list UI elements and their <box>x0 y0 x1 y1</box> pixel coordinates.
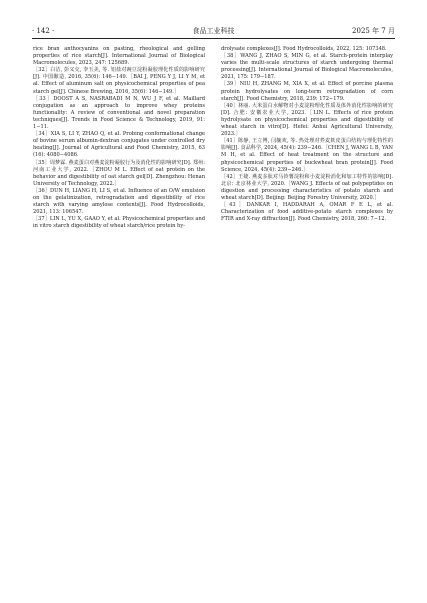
reference-entry: ［43］DANKAR I, HADDARAH A, OMAR F E L, et al. Characterization of food additive-potato starch complexes by FTIR and X-ray diffraction[J]. Food Chemistry, 2018, 260: 7−12. <box>221 202 393 223</box>
reference-entry: ［42］王婕. 燕麦多肽对马铃薯淀粉和小麦淀粉消化和加工特性的影响[D]. 北京: 北京林业大学, 2020.［WANG J. Effects of oat polypeptides on digestion and processing characteristics of potato starch and wheat starch[D]. Beijing: Beijing Forestry University, 2020.］ <box>221 173 393 201</box>
reference-entry: ［40］林丽. 大米蛋白水解物对小麦淀粉理化性质及体外消化性影响的研究[D]. 合肥: 安徽农业大学, 2023.［LIN L. Effects of rice protein hydrolysate on physicochemical properties and digestibility of wheat starch in vitro[D]. Hefei: Anhui Agricultural University, 2023.］ <box>221 102 393 138</box>
journal-name: 食品工业科技 <box>192 27 235 35</box>
reference-entry: ［36］DUN H, LIANG H, LI S, et al. Influence of an O/W emulsion on the gelatinization, retrogradation and digestibility of rice starch with varying amylose contents[J]. Food Hydrocolloids, 2021, 113: 106547. <box>33 187 205 216</box>
reference-entry: ［33］DOOST A S, NASRABADI M N, WU J F, et al. Maillard conjugation as an approach to improve whey proteins functionality: A review of conventional and novel preparation techniques[J]. Trends in Food Science & Technology, 2019, 91: 1−11. <box>33 95 205 131</box>
issue-date: 2025 年 7 月 <box>352 27 395 35</box>
reference-entry: rice bran anthocyanins on pasting, rheological and gelling properties of rice starch[J]. International Journal of Biological Macromolecules, 2023, 247: 125689. <box>33 46 205 67</box>
header-rule <box>32 38 395 39</box>
references-right-column <box>221 46 393 223</box>
reference-entry: ［39］NIU H, ZHANG M, XIA X, et al. Effect of porcine plasma protein hydrolysates on long-term retrogradation of corn starch[J]. Food Chemistry, 2018, 239: 172−179. <box>221 81 393 102</box>
reference-entry: ［41］陈静, 王立博, 闫毓欢, 等. 热处理对荞麦麸皮蛋白结构与理化特性的影响[J]. 食品科学, 2024, 45(4): 239−246.［CHEN J, WANG L B, YAN M H, et al. Effect of heat treatment on the structure and physicochemical properties of buckwheat bran protein[J]. Food Science, 2024, 45(4): 239−246.］ <box>221 138 393 173</box>
reference-entry: ［35］周梦霖. 燕麦蛋白对燕麦淀粉凝胶行为及消化性的影响研究[D]. 郑州: 河南工业大学, 2022.［ZHOU M L. Effect of oat protein on the behavior and digestibility of oat starch gel[D]. Zhengzhou: Henan University of Technology, 2022.］ <box>33 159 205 187</box>
reference-entry: ［37］LIN L, YU X, GAAO Y, et al. Physicochemical properties and in vitro starch digestibility of wheat starch/rice protein hy- <box>33 216 205 230</box>
references-left-column <box>33 46 205 230</box>
reference-entry: drolysate complexes[J]. Food Hydrocolloids, 2022, 125: 107348. <box>221 46 387 52</box>
page-number: · 142 · <box>32 27 55 35</box>
reference-entry: ［32］白洁, 彭义交, 李玉美, 等. 铝盐对豌豆淀粉凝胶理化性质的影响研究[J]. 中国酿造, 2016, 35(6): 146−149.［BAI J, PENG Y J, LI Y M, et al. Effect of aluminum salt on physicochemical properties of pea starch gel[J]. Chinese Brewing, 2016, 35(6): 146−149.］ <box>33 67 205 95</box>
reference-entry: ［34］XIA S, LI Y, ZHAO Q, et al. Probing conformational change of bovine serum albumin-dextran conjugates under controlled dry heating[J]. Journal of Agricultural and Food Chemistry, 2015, 63 (16): 4080−4086. <box>33 131 205 159</box>
running-header <box>32 25 395 37</box>
reference-entry: ［38］WANG J, ZHAO S, MIN G, et al. Starch-protein interplay varies the multi-scale structures of starch undergoing thermal processing[J]. International Journal of Biological Macromolecules, 2021, 175: 179−187. <box>221 53 393 81</box>
